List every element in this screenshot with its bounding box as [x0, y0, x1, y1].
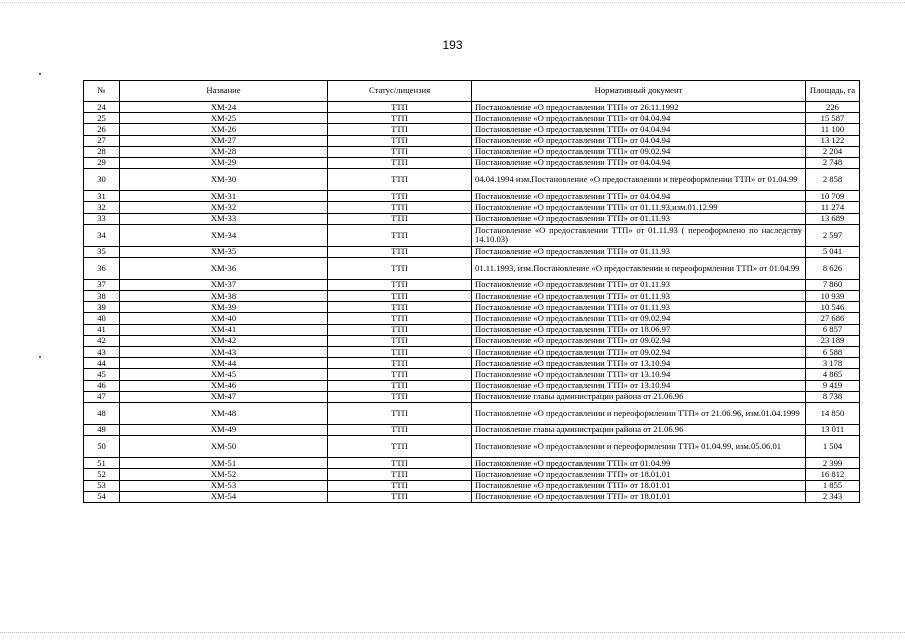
cell-document: Постановление «О предоставлении ТТП» от 09.02.94: [472, 347, 806, 358]
cell-name: ХМ-44: [120, 358, 328, 369]
cell-name: ХМ-31: [120, 191, 328, 202]
cell-name: ХМ-43: [120, 347, 328, 358]
cell-name: ХМ-42: [120, 335, 328, 346]
cell-num: 44: [84, 358, 120, 369]
table-row: [84, 324, 860, 335]
cell-name: ХМ-39: [120, 302, 328, 313]
cell-document: Постановление «О предоставлении ТТП» от 13.10.94: [472, 358, 806, 369]
cell-document: Постановление «О предоставлении ТТП» от 01.11.93 ( переоформлено по наследству 14.10.03): [472, 224, 806, 246]
cell-document: Постановление «О предоставлении ТТП» от 04.04.94: [472, 113, 806, 124]
cell-document: 01.11.1993, изм.Постановление «О предоставлении и переоформлении ТТП» от 01.04.99: [472, 257, 806, 279]
cell-name: ХМ-37: [120, 279, 328, 290]
cell-document: Постановление «О предоставлении ТТП» от 18.01.01: [472, 491, 806, 502]
header-area: Площадь, га: [806, 81, 860, 102]
cell-num: 31: [84, 191, 120, 202]
cell-document: Постановление «О предоставлении ТТП» от 01.11.93,изм.01.12.99: [472, 202, 806, 213]
cell-name: ХМ-53: [120, 480, 328, 491]
cell-num: 51: [84, 458, 120, 469]
table-row: [84, 358, 860, 369]
cell-area: 14 850: [806, 402, 860, 424]
table-row: [84, 491, 860, 502]
margin-speck: [39, 356, 41, 358]
cell-name: ХМ-38: [120, 291, 328, 302]
table-row: [84, 391, 860, 402]
cell-status: ТТП: [328, 124, 472, 135]
cell-status: ТТП: [328, 380, 472, 391]
cell-document: Постановление «О предоставлении ТТП» от 09.02.94: [472, 146, 806, 157]
cell-status: ТТП: [328, 358, 472, 369]
cell-document: Постановление «О предоставлении ТТП» от 09.02.94: [472, 313, 806, 324]
cell-document: Постановление «О предоставлении ТТП» от 18.01.01: [472, 469, 806, 480]
table-row: [84, 224, 860, 246]
cell-name: ХМ-47: [120, 391, 328, 402]
cell-area: 13 689: [806, 213, 860, 224]
scan-edge-bottom: [0, 632, 905, 634]
cell-area: 8 738: [806, 391, 860, 402]
cell-status: ТТП: [328, 257, 472, 279]
cell-status: ТТП: [328, 369, 472, 380]
cell-document: Постановление «О предоставлении ТТП» от 04.04.94: [472, 157, 806, 168]
cell-num: 54: [84, 491, 120, 502]
cell-name: ХМ-26: [120, 124, 328, 135]
cell-name: ХМ-33: [120, 213, 328, 224]
cell-document: Постановление «О предоставлении ТТП» от 01.11.93: [472, 246, 806, 257]
cell-name: ХМ-45: [120, 369, 328, 380]
cell-area: 5 041: [806, 246, 860, 257]
cell-name: ХМ-48: [120, 402, 328, 424]
cell-name: ХМ-51: [120, 458, 328, 469]
cell-area: 2 858: [806, 169, 860, 191]
cell-document: Постановление «О предоставлении ТТП» от 01.11.93: [472, 279, 806, 290]
cell-name: ХМ-49: [120, 424, 328, 435]
cell-name: ХМ-52: [120, 469, 328, 480]
cell-name: ХМ-24: [120, 102, 328, 113]
cell-document: Постановление «О предоставлении ТТП» от 13.10.94: [472, 369, 806, 380]
cell-area: 27 686: [806, 313, 860, 324]
cell-name: ХМ-34: [120, 224, 328, 246]
cell-num: 35: [84, 246, 120, 257]
cell-status: ТТП: [328, 279, 472, 290]
cell-name: ХМ-46: [120, 380, 328, 391]
cell-name: ХМ-35: [120, 246, 328, 257]
cell-num: 33: [84, 213, 120, 224]
cell-area: 2 399: [806, 458, 860, 469]
cell-status: ТТП: [328, 402, 472, 424]
table-row: [84, 202, 860, 213]
cell-num: 34: [84, 224, 120, 246]
header-num: №: [84, 81, 120, 102]
cell-name: ХМ-41: [120, 324, 328, 335]
cell-document: Постановление главы администрации района от 21.06.96: [472, 424, 806, 435]
cell-name: ХМ-36: [120, 257, 328, 279]
cell-num: 32: [84, 202, 120, 213]
header-name: Название: [120, 81, 328, 102]
cell-name: ХМ-25: [120, 113, 328, 124]
table-row: [84, 213, 860, 224]
cell-num: 36: [84, 257, 120, 279]
cell-document: Постановление главы администрации района от 21.06.96: [472, 391, 806, 402]
cell-num: 24: [84, 102, 120, 113]
cell-status: ТТП: [328, 347, 472, 358]
cell-area: 23 189: [806, 335, 860, 346]
cell-area: 2 204: [806, 146, 860, 157]
table-row: [84, 402, 860, 424]
cell-status: ТТП: [328, 102, 472, 113]
cell-area: 11 100: [806, 124, 860, 135]
table-row: [84, 347, 860, 358]
cell-name: ХМ-32: [120, 202, 328, 213]
cell-status: ТТП: [328, 291, 472, 302]
cell-area: 2 597: [806, 224, 860, 246]
cell-document: Постановление «О предоставлении ТТП» от 26.11.1992: [472, 102, 806, 113]
cell-status: ТТП: [328, 391, 472, 402]
cell-document: Постановление «О предоставлении ТТП» от 04.04.94: [472, 135, 806, 146]
cell-area: 10 939: [806, 291, 860, 302]
cell-status: ТТП: [328, 213, 472, 224]
cell-status: ТТП: [328, 246, 472, 257]
cell-num: 53: [84, 480, 120, 491]
cell-num: 30: [84, 169, 120, 191]
cell-document: Постановление «О предоставлении ТТП» от 04.04.94: [472, 124, 806, 135]
table-row: [84, 369, 860, 380]
cell-status: ТТП: [328, 146, 472, 157]
cell-area: 13 011: [806, 424, 860, 435]
table-row: [84, 124, 860, 135]
cell-area: 15 587: [806, 113, 860, 124]
cell-document: 04.04.1994 изм.Постановление «О предоставлении и переоформлении ТТП» от 01.04.99: [472, 169, 806, 191]
header-document: Нормативный документ: [472, 81, 806, 102]
cell-status: ТТП: [328, 491, 472, 502]
cell-status: ТТП: [328, 335, 472, 346]
cell-area: 9 419: [806, 380, 860, 391]
table-row: [84, 102, 860, 113]
cell-area: 1 855: [806, 480, 860, 491]
cell-num: 42: [84, 335, 120, 346]
page-number: 193: [442, 38, 463, 52]
cell-document: Постановление «О предоставлении и переоформлении ТТП» от 21.06.96, изм.01.04.1999: [472, 402, 806, 424]
cell-name: ХМ-29: [120, 157, 328, 168]
cell-status: ТТП: [328, 113, 472, 124]
cell-area: 13 122: [806, 135, 860, 146]
cell-area: 6 857: [806, 324, 860, 335]
cell-area: 16 812: [806, 469, 860, 480]
cell-status: ТТП: [328, 458, 472, 469]
cell-num: 52: [84, 469, 120, 480]
cell-num: 47: [84, 391, 120, 402]
cell-document: Постановление «О предоставлении и переоформлении ТТП» 01.04.99, изм.05.06.01: [472, 436, 806, 458]
cell-document: Постановление «О предоставлении ТТП» от 01.11.93: [472, 291, 806, 302]
cell-status: ТТП: [328, 135, 472, 146]
table-row: [84, 157, 860, 168]
table-row: [84, 480, 860, 491]
cell-num: 38: [84, 291, 120, 302]
cell-area: 10 546: [806, 302, 860, 313]
table-row: [84, 146, 860, 157]
cell-num: 26: [84, 124, 120, 135]
cell-name: ХМ-40: [120, 313, 328, 324]
cell-status: ТТП: [328, 202, 472, 213]
cell-num: 28: [84, 146, 120, 157]
table-row: [84, 169, 860, 191]
cell-status: ТТП: [328, 224, 472, 246]
cell-status: ТТП: [328, 436, 472, 458]
cell-status: ТТП: [328, 324, 472, 335]
table-row: [84, 469, 860, 480]
cell-status: ТТП: [328, 169, 472, 191]
table-row: [84, 191, 860, 202]
cell-area: 11 274: [806, 202, 860, 213]
cell-status: ТТП: [328, 191, 472, 202]
table-row: [84, 436, 860, 458]
cell-area: 8 626: [806, 257, 860, 279]
cell-area: 1 504: [806, 436, 860, 458]
table-body: [84, 102, 860, 503]
table-row: [84, 113, 860, 124]
table-header-row: [84, 81, 860, 102]
cell-num: 48: [84, 402, 120, 424]
cell-num: 45: [84, 369, 120, 380]
table-row: [84, 135, 860, 146]
table-row: [84, 257, 860, 279]
cell-area: 4 865: [806, 369, 860, 380]
cell-status: ТТП: [328, 424, 472, 435]
scan-edge-top: [0, 2, 905, 4]
cell-area: 7 860: [806, 279, 860, 290]
cell-num: 41: [84, 324, 120, 335]
table-row: [84, 458, 860, 469]
cell-name: ХМ-50: [120, 436, 328, 458]
table-row: [84, 335, 860, 346]
table-row: [84, 291, 860, 302]
cell-document: Постановление «О предоставлении ТТП» от 13.10.94: [472, 380, 806, 391]
cell-name: ХМ-54: [120, 491, 328, 502]
cell-document: Постановление «О предоставлении ТТП» от 04.04.94: [472, 191, 806, 202]
cell-document: Постановление «О предоставлении ТТП» от 01.04.99: [472, 458, 806, 469]
cell-num: 37: [84, 279, 120, 290]
cell-document: Постановление «О предоставлении ТТП» от 01.11.93: [472, 302, 806, 313]
cell-area: 2 748: [806, 157, 860, 168]
table-row: [84, 424, 860, 435]
cell-name: ХМ-27: [120, 135, 328, 146]
cell-num: 25: [84, 113, 120, 124]
cell-status: ТТП: [328, 313, 472, 324]
cell-area: 2 343: [806, 491, 860, 502]
cell-area: 6 588: [806, 347, 860, 358]
cell-status: ТТП: [328, 480, 472, 491]
cell-area: 3 178: [806, 358, 860, 369]
cell-num: 27: [84, 135, 120, 146]
cell-num: 39: [84, 302, 120, 313]
territory-table: [83, 80, 860, 503]
table-row: [84, 380, 860, 391]
cell-name: ХМ-30: [120, 169, 328, 191]
cell-status: ТТП: [328, 302, 472, 313]
cell-document: Постановление «О предоставлении ТТП» от 18.01.01: [472, 480, 806, 491]
cell-document: Постановление «О предоставлении ТТП» от 09.02.94: [472, 335, 806, 346]
cell-document: Постановление «О предоставлении ТТП» от 01.11.93: [472, 213, 806, 224]
cell-name: ХМ-28: [120, 146, 328, 157]
table-row: [84, 279, 860, 290]
cell-status: ТТП: [328, 157, 472, 168]
cell-document: Постановление «О предоставлении ТТП» от 18.06.97: [472, 324, 806, 335]
header-status: Статус/лицензия: [328, 81, 472, 102]
cell-num: 43: [84, 347, 120, 358]
cell-num: 40: [84, 313, 120, 324]
table-row: [84, 302, 860, 313]
cell-num: 50: [84, 436, 120, 458]
table-row: [84, 313, 860, 324]
cell-area: 226: [806, 102, 860, 113]
cell-num: 46: [84, 380, 120, 391]
cell-status: ТТП: [328, 469, 472, 480]
cell-num: 49: [84, 424, 120, 435]
margin-speck: [39, 73, 41, 75]
cell-num: 29: [84, 157, 120, 168]
cell-area: 10 709: [806, 191, 860, 202]
table-row: [84, 246, 860, 257]
